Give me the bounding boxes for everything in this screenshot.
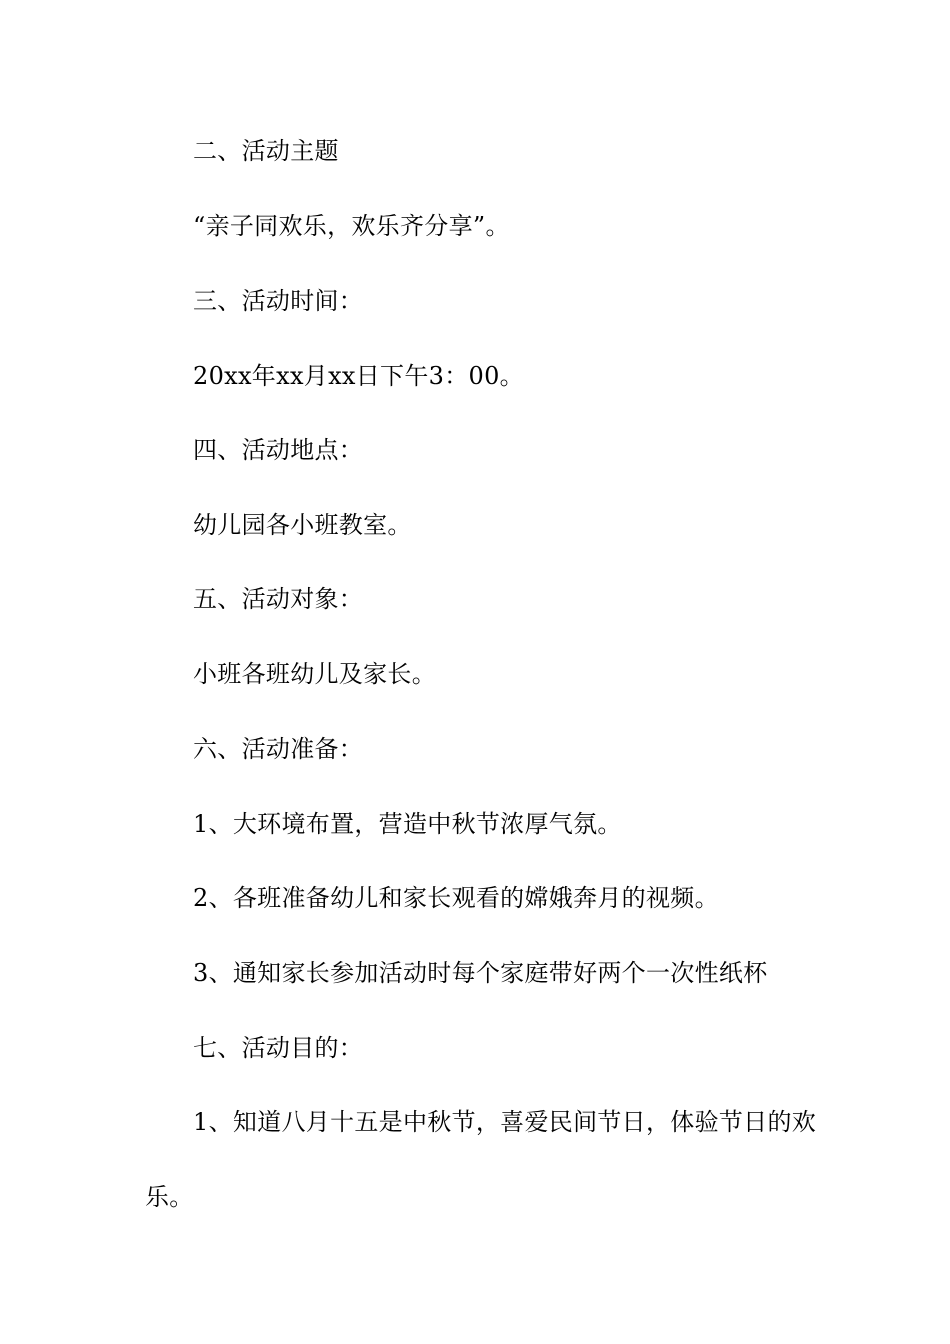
section-heading-location: 四、活动地点： [193, 436, 364, 464]
list-item-preparation-1: 1、大环境布置，营造中秋节浓厚气氛。 [193, 810, 622, 838]
section-heading-audience: 五、活动对象： [193, 585, 364, 613]
section-heading-goals: 七、活动目的： [193, 1034, 364, 1062]
paragraph-location-text: 幼儿园各小班教室。 [193, 511, 412, 539]
paragraph-theme-text: “亲子同欢乐，欢乐齐分享”。 [193, 212, 510, 240]
list-item-preparation-3: 3、通知家长参加活动时每个家庭带好两个一次性纸杯 [193, 959, 768, 987]
section-heading-preparation: 六、活动准备： [193, 735, 364, 763]
list-item-goal-1-continued: 乐。 [145, 1183, 194, 1211]
section-heading-time: 三、活动时间： [193, 287, 364, 315]
paragraph-audience-text: 小班各班幼儿及家长。 [193, 660, 436, 688]
list-item-goal-1: 1、知道八月十五是中秋节，喜爱民间节日，体验节日的欢 [193, 1108, 817, 1136]
paragraph-time-text: 20xx年xx月xx日下午3：00。 [193, 362, 524, 390]
list-item-preparation-2: 2、各班准备幼儿和家长观看的嫦娥奔月的视频。 [193, 884, 719, 912]
section-heading-theme: 二、活动主题 [193, 137, 339, 165]
